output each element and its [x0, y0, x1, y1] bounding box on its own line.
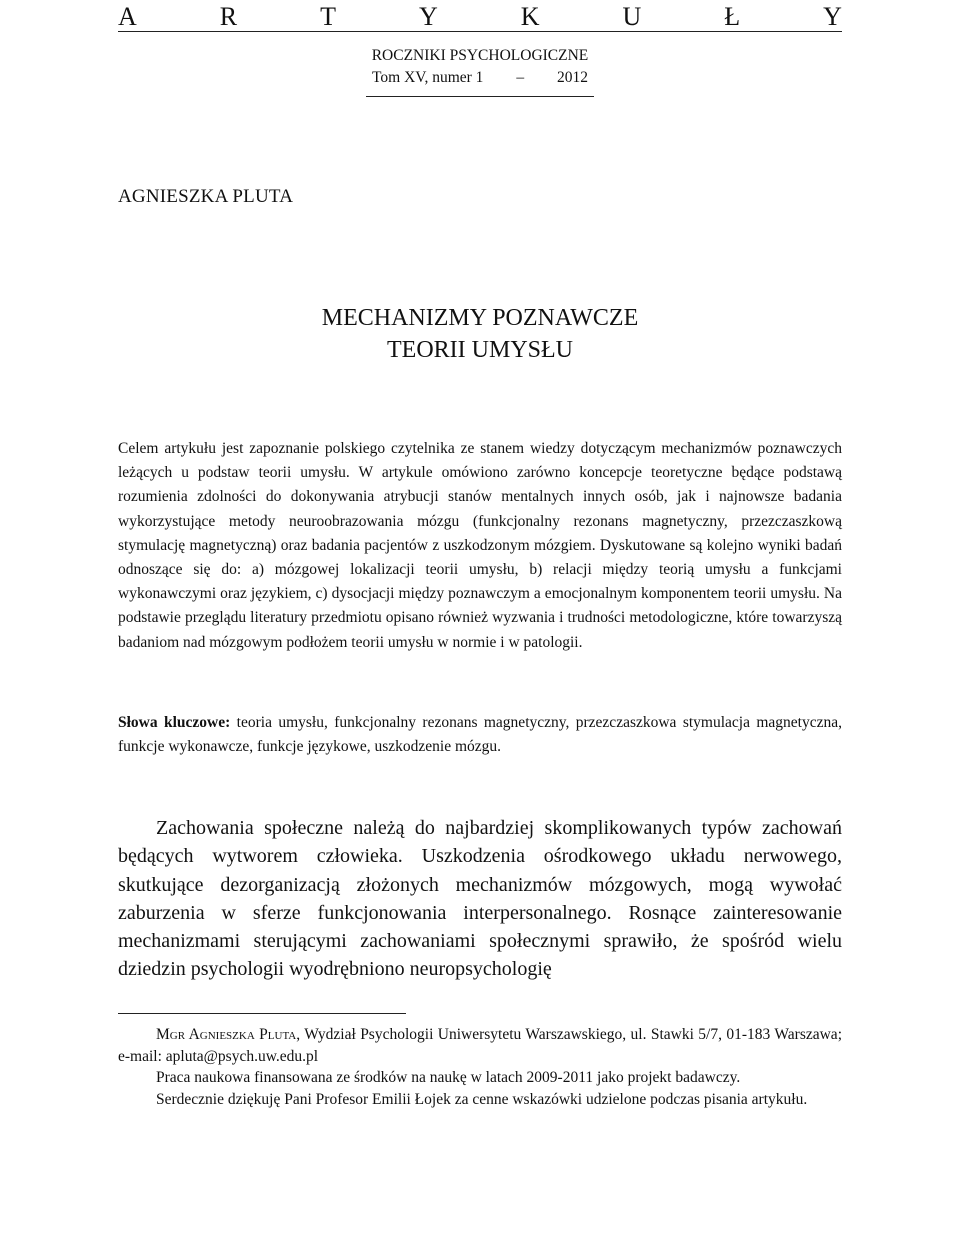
keywords-label: Słowa kluczowe: — [118, 714, 231, 731]
footnote-funding: Praca naukowa finansowana ze środków na naukę w latach 2009-2011 jako projekt badawczy. — [156, 1069, 741, 1086]
footnote-rule — [118, 1013, 406, 1014]
header-letter: T — [320, 2, 336, 31]
header-letter: Y — [823, 2, 842, 31]
header-letter: Y — [418, 2, 438, 31]
header-letter: K — [520, 2, 540, 31]
abstract: Celem artykułu jest zapoznanie polskiego czytelnika ze stanem wiedzy dotyczącym mechanizmów poznawczych leżących u podstaw teorii umysłu. W artykule omówiono zarówno koncepcje teoretyczne będące podstawą rozumienia zdolności do dokonywania atrybucji stanów mentalnych innych osób, jak i najnowsze badania wykorzystujące metody neuroobrazowania mózgu (funkcjonalny rezonans magnetyczny, przezczaszkową stymulację magnetyczną) oraz badania pacjentów z uszkodzonym mózgiem. Dyskutowane są kolejno wyniki badań odnoszące się do: a) mózgowej lokalizacji teorii umysłu, b) relacji między teorią umysłu a funkcjami wykonawczymi oraz językiem, c) dysocjacji między poznawczym a emocjonalnym komponentem teorii umysłu. Na podstawie przeglądu literatury przedmiotu opisano również wyzwania i trudności metodologiczne, które towarzyszą badaniom nad mózgowym podłożem teorii umysłu w normie i w patologii. — [118, 440, 842, 651]
journal-rule — [366, 96, 594, 97]
footnote-thanks: Serdecznie dziękuję Pani Profesor Emilii Łojek za cenne wskazówki udzielone podczas pisania artykułu. — [156, 1090, 808, 1108]
keywords-text: teoria umysłu, funkcjonalny rezonans magnetyczny, przezczaszkowa stymulacja magnetyczna, funkcje wykonawcze, funkcje językowe, uszkodzenie mózgu. — [118, 714, 842, 756]
journal-dash: – — [516, 69, 525, 86]
footnote-affiliation: , Wydział Psychologii Uniwersytetu Warszawskiego, ul. Stawki 5/7, 01-183 Warszawa; e-mail: apluta@psych.uw.edu.pl — [118, 1026, 842, 1065]
journal-year: 2012 — [557, 69, 588, 86]
title-line-1: MECHANIZMY POZNAWCZE — [321, 305, 639, 331]
keywords — [118, 711, 842, 759]
footnotes — [118, 1024, 842, 1110]
article-title — [118, 302, 842, 366]
footnote-author — [118, 1024, 842, 1067]
header-letter: U — [622, 2, 642, 31]
journal-info — [366, 45, 594, 89]
header-letter: R — [219, 2, 238, 31]
header-rule — [118, 31, 842, 32]
title-line-2: TEORII UMYSŁU — [387, 337, 573, 363]
header-letter: Ł — [724, 2, 741, 31]
footnote-author-name: Mgr Agnieszka Pluta — [156, 1026, 297, 1043]
section-header — [118, 0, 842, 30]
journal-volume: Tom XV, numer 1 — [372, 69, 484, 86]
journal-name: ROCZNIKI PSYCHOLOGICZNE — [371, 47, 589, 64]
header-letter: A — [118, 2, 137, 31]
body-paragraph: Zachowania społeczne należą do najbardziej skomplikowanych typów zachowań będących wytworem człowieka. Uszkodzenia ośrodkowego układu nerwowego, skutkujące dezorganizacją złożonych mechanizmów mózgowych, mogą wywołać zaburzenia w sferze funkcjonowania interpersonalnego. Rosnące zainteresowanie mechanizmami sterującymi zachowaniami społecznymi sprawiło, że spośród wielu dziedzin psychologii wyodrębniono neuropsychologię — [118, 817, 842, 981]
journal-issue — [366, 67, 594, 89]
author-name: AGNIESZKA PLUTA — [118, 186, 294, 207]
